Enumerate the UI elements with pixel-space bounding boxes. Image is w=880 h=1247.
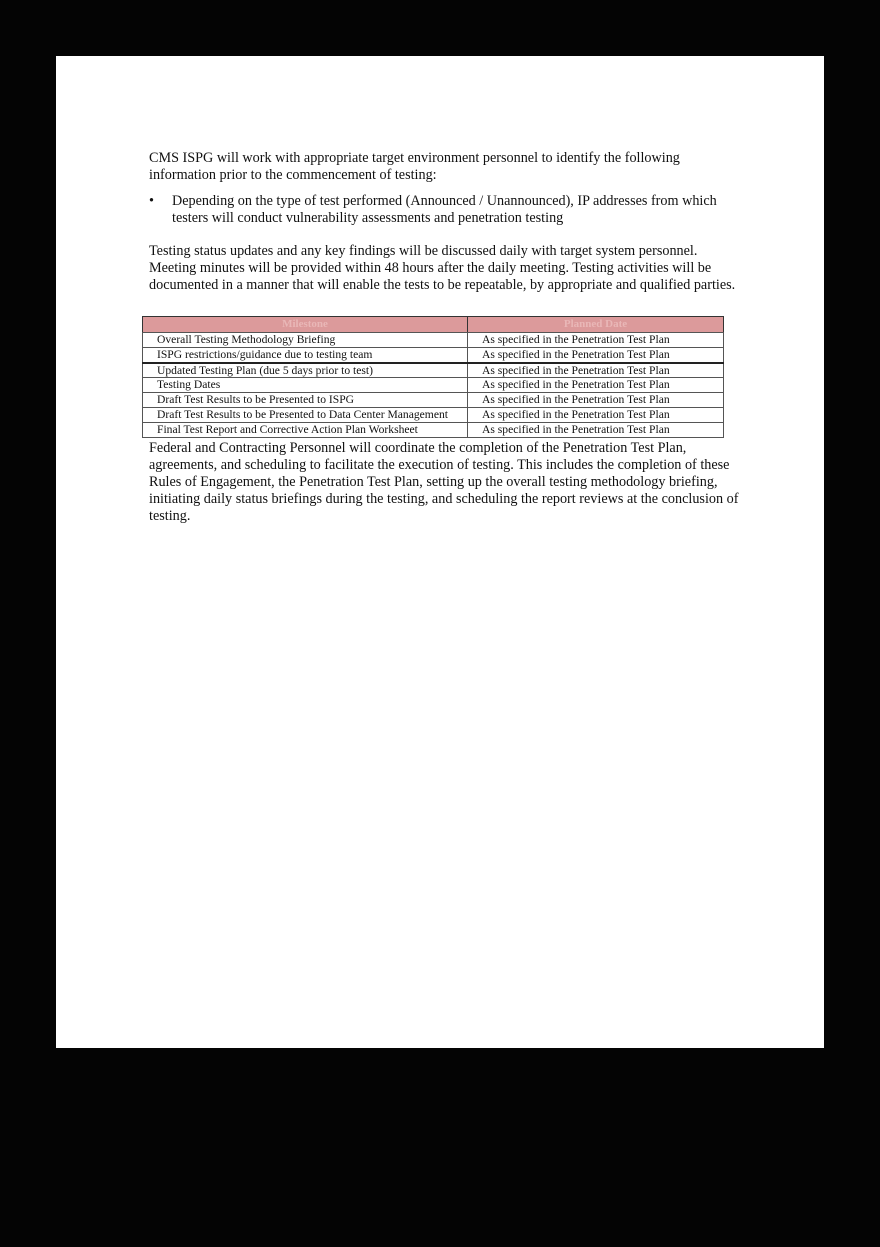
table-row [143, 363, 724, 378]
planned-date-cell: As specified in the Penetration Test Plan [468, 422, 724, 437]
planned-date-cell: As specified in the Penetration Test Plan [468, 393, 724, 408]
table-row [143, 333, 724, 348]
milestone-cell: Overall Testing Methodology Briefing [143, 333, 468, 348]
prerequisite-list [149, 193, 739, 227]
status-paragraph: Testing status updates and any key findings will be discussed daily with target system personnel. Meeting minutes will be provided within 48 hours after the daily meeting. Testing activities will be documented in a manner that will enable the tests to be repeatable, by appropriate and qualified parties. [149, 243, 736, 293]
milestone-cell: Testing Dates [143, 378, 468, 393]
table-row [143, 378, 724, 393]
list-item-text: Depending on the type of test performed (Announced / Unannounced), IP addresses from which testers will conduct vulnerability assessments and penetration testing [172, 193, 717, 226]
milestone-cell: Draft Test Results to be Presented to ISPG [143, 393, 468, 408]
milestone-table [142, 316, 724, 438]
table-row [143, 347, 724, 362]
planned-date-cell: As specified in the Penetration Test Plan [468, 407, 724, 422]
table-row [143, 393, 724, 408]
planned-date-cell: As specified in the Penetration Test Plan [468, 363, 724, 378]
coordination-paragraph: Federal and Contracting Personnel will coordinate the completion of the Penetration Test Plan, agreements, and scheduling to facilitate the execution of testing. This includes the completion of these Rules of Engagement, the Penetration Test Plan, setting up the overall testing methodology briefing, initiating daily status briefings during the testing, and scheduling the report reviews at the conclusion of testing. [149, 440, 739, 524]
milestone-cell: Final Test Report and Corrective Action Plan Worksheet [143, 422, 468, 437]
milestone-cell: Draft Test Results to be Presented to Data Center Management [143, 407, 468, 422]
bullet-icon: • [149, 193, 154, 209]
list-item [149, 193, 739, 227]
column-header-milestone: Milestone [143, 317, 468, 333]
column-header-planned-date: Planned Date [468, 317, 724, 333]
milestone-cell: ISPG restrictions/guidance due to testing team [143, 347, 468, 362]
planned-date-cell: As specified in the Penetration Test Plan [468, 378, 724, 393]
planned-date-cell: As specified in the Penetration Test Plan [468, 347, 724, 362]
intro-paragraph: CMS ISPG will work with appropriate target environment personnel to identify the following information prior to the commencement of testing: [149, 150, 680, 183]
milestone-cell: Updated Testing Plan (due 5 days prior to test) [143, 363, 468, 378]
table-row [143, 422, 724, 437]
document-page [56, 56, 824, 1048]
planned-date-cell: As specified in the Penetration Test Plan [468, 333, 724, 348]
page-content [149, 150, 739, 294]
table-row [143, 407, 724, 422]
table-header-row [143, 317, 724, 333]
